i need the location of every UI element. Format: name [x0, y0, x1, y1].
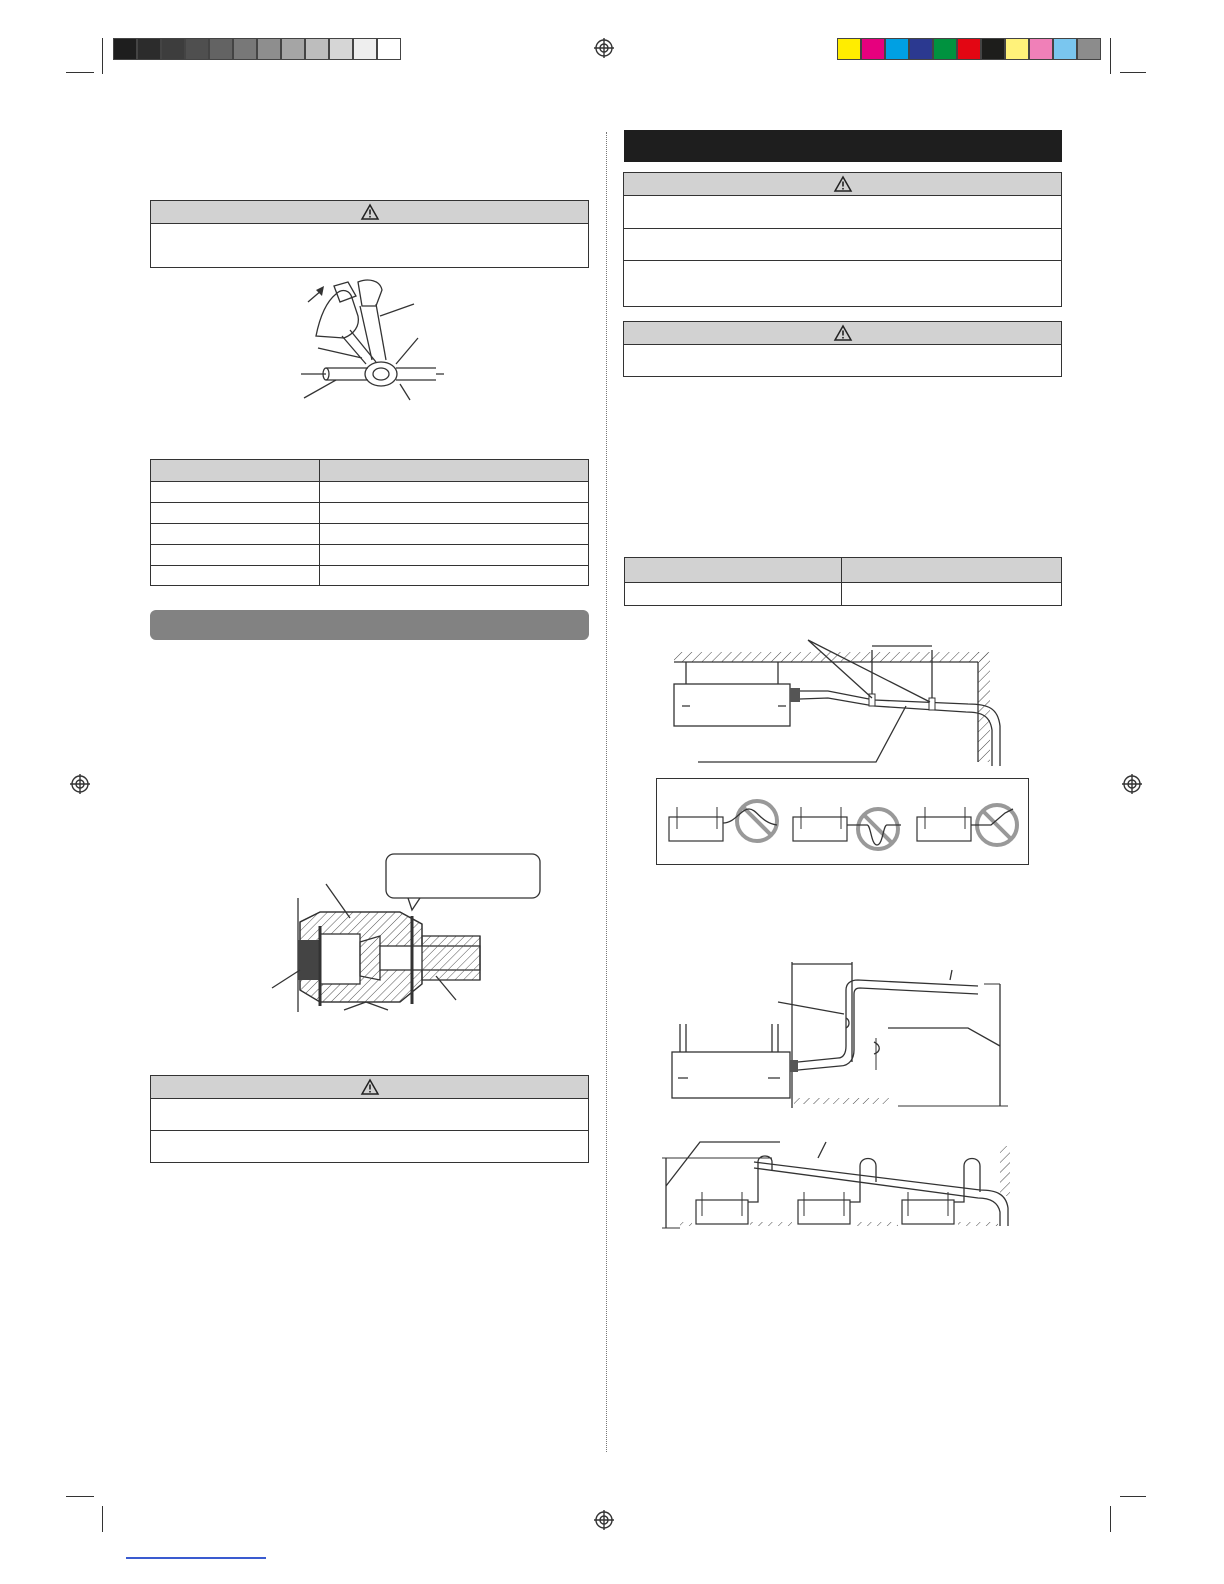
multi-unit-drain-illustration — [660, 1136, 1030, 1236]
grey-swatch — [257, 38, 281, 60]
table-row — [151, 524, 589, 545]
color-swatch — [909, 38, 933, 60]
color-swatch — [981, 38, 1005, 60]
caution-box — [623, 321, 1062, 377]
table-row — [151, 503, 589, 524]
grey-swatch — [161, 38, 185, 60]
grey-swatch — [305, 38, 329, 60]
registration-mark-icon — [70, 774, 90, 794]
grey-swatch — [377, 38, 401, 60]
registration-mark-icon — [1122, 774, 1142, 794]
column-divider — [606, 132, 607, 1452]
drain-pipe-table — [624, 557, 1062, 606]
color-swatch — [1029, 38, 1053, 60]
caution-box-header — [151, 201, 588, 224]
warning-triangle-icon — [361, 1079, 379, 1095]
flare-nut-tightening-illustration — [296, 276, 456, 406]
color-swatch — [885, 38, 909, 60]
grey-swatch — [353, 38, 377, 60]
grey-swatch — [233, 38, 257, 60]
warning-triangle-icon — [361, 204, 379, 220]
warning-box — [623, 172, 1062, 307]
warning-triangle-icon — [834, 325, 852, 341]
caution-box — [150, 1075, 589, 1163]
color-swatch — [933, 38, 957, 60]
grey-swatch — [113, 38, 137, 60]
color-swatch — [957, 38, 981, 60]
grey-swatch — [137, 38, 161, 60]
section-heading-bar — [150, 610, 589, 640]
registration-mark-icon — [594, 38, 614, 58]
warning-box-header — [624, 173, 1061, 196]
section-title-bar — [624, 130, 1062, 162]
color-swatch — [1077, 38, 1101, 60]
color-swatch — [861, 38, 885, 60]
table-row — [625, 583, 1062, 606]
color-swatch — [1053, 38, 1077, 60]
pipe-insulation-cross-section — [260, 852, 550, 1027]
grey-swatch — [185, 38, 209, 60]
caution-box-header — [624, 322, 1061, 345]
table-row — [151, 545, 589, 566]
drain-lift-illustration — [668, 962, 1018, 1112]
table-row — [151, 566, 589, 586]
prohibited-examples-illustration — [657, 779, 1027, 865]
table-row — [151, 482, 589, 503]
footer-link-underline — [126, 1557, 266, 1559]
table-header-row — [151, 460, 589, 482]
grey-swatch — [209, 38, 233, 60]
torque-table — [150, 459, 589, 586]
caution-box-header — [151, 1076, 588, 1099]
grey-swatch — [329, 38, 353, 60]
registration-mark-icon — [594, 1510, 614, 1530]
improper-piping-panel — [656, 778, 1029, 865]
warning-triangle-icon — [834, 176, 852, 192]
grey-swatch — [281, 38, 305, 60]
table-header-row — [625, 558, 1062, 583]
caution-box — [150, 200, 589, 268]
color-swatch — [837, 38, 861, 60]
color-swatch — [1005, 38, 1029, 60]
drain-pipe-slope-illustration — [668, 636, 1018, 766]
